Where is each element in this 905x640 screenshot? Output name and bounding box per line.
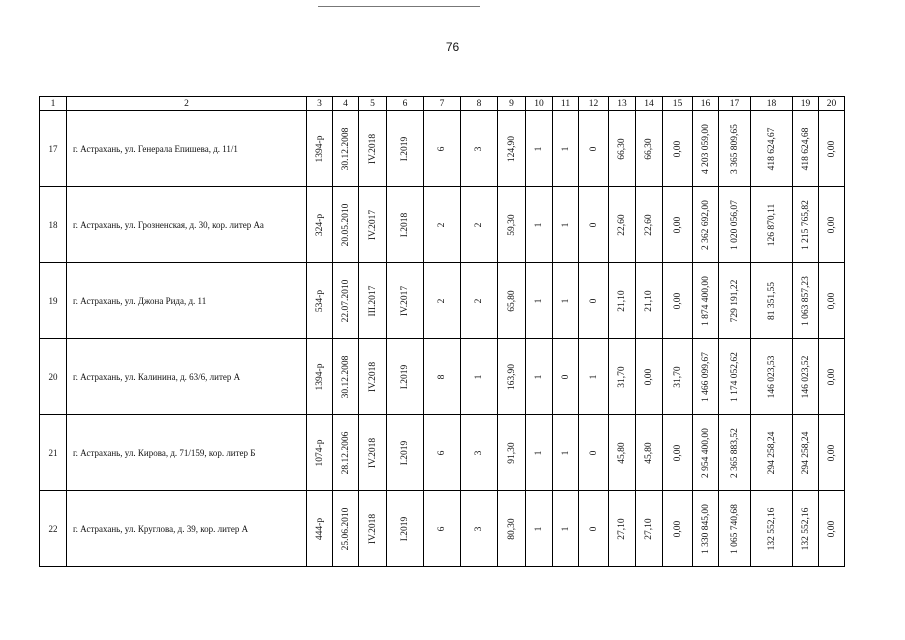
value-cell — [333, 263, 359, 339]
value-cell — [579, 339, 609, 415]
value-cell — [609, 187, 636, 263]
value-cell — [609, 491, 636, 567]
value-cell — [751, 415, 793, 491]
value-cell — [526, 491, 553, 567]
row-number-cell: 19 — [40, 263, 67, 339]
cell-value: 0 — [560, 374, 571, 379]
cell-value: 0,00 — [826, 216, 837, 233]
cell-value: 27,10 — [644, 517, 654, 540]
value-cell — [579, 187, 609, 263]
cell-value: 1 215 765,82 — [800, 199, 811, 250]
cell-value: I.2019 — [400, 440, 410, 465]
value-cell — [553, 339, 579, 415]
cell-value: 22,60 — [617, 213, 627, 236]
cell-value: 1 — [588, 374, 599, 379]
cell-value: I.2018 — [400, 212, 410, 237]
cell-value: 124,90 — [506, 135, 517, 162]
value-cell — [387, 415, 424, 491]
cell-value: 126 870,11 — [766, 203, 777, 246]
address-cell: г. Астрахань, ул. Джона Рида, д. 11 — [67, 263, 307, 339]
value-cell — [693, 491, 719, 567]
column-number-header: 9 — [498, 97, 526, 111]
cell-value: 0,00 — [826, 520, 837, 537]
table-row — [40, 263, 845, 339]
cell-value: 1 065 740,68 — [729, 503, 740, 554]
address-cell: г. Астрахань, ул. Кирова, д. 71/159, кор. литер Б — [67, 415, 307, 491]
value-cell — [526, 415, 553, 491]
cell-value: 0,00 — [672, 140, 683, 157]
row-number-cell: 17 — [40, 111, 67, 187]
cell-value: IV.2018 — [367, 133, 378, 164]
cell-value: 0,00 — [826, 444, 837, 461]
value-cell — [636, 491, 663, 567]
value-cell — [751, 491, 793, 567]
value-cell — [359, 415, 387, 491]
cell-value: 1 — [534, 222, 544, 227]
value-cell — [333, 415, 359, 491]
column-number-header: 14 — [636, 97, 663, 111]
value-cell — [498, 415, 526, 491]
value-cell — [719, 491, 751, 567]
value-cell — [609, 111, 636, 187]
value-cell — [609, 415, 636, 491]
column-number-header: 11 — [553, 97, 579, 111]
cell-value: 132 552,16 — [766, 507, 777, 550]
value-cell — [387, 111, 424, 187]
value-cell — [461, 415, 498, 491]
cell-value: 81 351,55 — [766, 281, 777, 320]
cell-value: 6 — [437, 146, 447, 151]
value-cell — [307, 491, 333, 567]
cell-value: 1 — [534, 146, 544, 151]
value-cell — [636, 187, 663, 263]
cell-value: 1 — [560, 146, 571, 151]
value-cell — [307, 339, 333, 415]
cell-value: 1 874 400,00 — [700, 275, 711, 326]
table-row — [40, 415, 845, 491]
cell-value: 3 — [474, 526, 484, 531]
cell-value: I.2019 — [400, 364, 410, 389]
value-cell — [498, 491, 526, 567]
cell-value: 28.12.2006 — [340, 431, 351, 474]
cell-value: 6 — [437, 526, 447, 531]
value-cell — [387, 491, 424, 567]
cell-value: IV.2017 — [400, 285, 410, 316]
cell-value: 3 365 809,65 — [729, 123, 740, 174]
address-cell: г. Астрахань, ул. Круглова, д. 39, кор. литер А — [67, 491, 307, 567]
cell-value: 80,30 — [506, 517, 517, 540]
cell-value: 1394-р — [314, 363, 325, 390]
cell-value: I.2019 — [400, 516, 410, 541]
value-cell — [719, 111, 751, 187]
cell-value: 1 — [560, 222, 571, 227]
cell-value: 0 — [588, 298, 599, 303]
row-number-cell: 21 — [40, 415, 67, 491]
cell-value: 3 — [474, 146, 484, 151]
column-number-header: 2 — [67, 97, 307, 111]
cell-value: 146 023,52 — [800, 355, 811, 398]
value-cell — [819, 415, 845, 491]
value-cell — [359, 339, 387, 415]
cell-value: 27,10 — [617, 517, 627, 540]
column-number-header: 3 — [307, 97, 333, 111]
cell-value: 65,80 — [506, 289, 517, 312]
value-cell — [579, 491, 609, 567]
value-cell — [819, 491, 845, 567]
value-cell — [526, 187, 553, 263]
cell-value: 1 — [534, 526, 544, 531]
value-cell — [387, 263, 424, 339]
cell-value: 31,70 — [617, 365, 627, 388]
cell-value: 21,10 — [617, 289, 627, 312]
column-number-header: 10 — [526, 97, 553, 111]
value-cell — [498, 187, 526, 263]
value-cell — [751, 339, 793, 415]
cell-value: 1 — [534, 374, 544, 379]
cell-value: 22,60 — [644, 213, 654, 236]
row-number-cell: 18 — [40, 187, 67, 263]
cell-value: 2 954 400,00 — [700, 427, 711, 478]
column-number-header: 7 — [424, 97, 461, 111]
value-cell — [636, 415, 663, 491]
cell-value: 3 — [474, 450, 484, 455]
cell-value: 1 174 052,62 — [729, 351, 740, 402]
cell-value: 1 — [534, 450, 544, 455]
cell-value: 59,30 — [506, 213, 517, 236]
cell-value: 2 362 692,00 — [700, 199, 711, 250]
page-number: 76 — [445, 40, 460, 54]
cell-value: 8 — [437, 374, 447, 379]
value-cell — [609, 339, 636, 415]
data-table — [39, 96, 845, 567]
cell-value: 0 — [588, 450, 599, 455]
row-number-cell: 22 — [40, 491, 67, 567]
value-cell — [819, 263, 845, 339]
value-cell — [663, 111, 693, 187]
column-number-header: 15 — [663, 97, 693, 111]
cell-value: 25.06.2010 — [340, 507, 351, 550]
value-cell — [307, 415, 333, 491]
cell-value: 1 — [560, 450, 571, 455]
value-cell — [553, 111, 579, 187]
column-number-header: 1 — [40, 97, 67, 111]
value-cell — [636, 339, 663, 415]
cell-value: 1 063 857,23 — [800, 275, 811, 326]
value-cell — [579, 415, 609, 491]
column-number-header: 4 — [333, 97, 359, 111]
value-cell — [424, 491, 461, 567]
value-cell — [461, 339, 498, 415]
cell-value: 1394-р — [314, 135, 325, 162]
value-cell — [333, 339, 359, 415]
cell-value: 2 — [437, 298, 447, 303]
cell-value: 1 — [560, 298, 571, 303]
column-number-header: 17 — [719, 97, 751, 111]
cell-value: 30.12.2008 — [340, 127, 351, 170]
cell-value: 31,70 — [672, 365, 683, 388]
value-cell — [663, 187, 693, 263]
value-cell — [424, 187, 461, 263]
cell-value: 418 624,67 — [766, 127, 777, 170]
cell-value: 2 — [474, 222, 484, 227]
value-cell — [307, 111, 333, 187]
table-row — [40, 187, 845, 263]
cell-value: 1 — [534, 298, 544, 303]
cell-value: 21,10 — [644, 289, 654, 312]
value-cell — [663, 491, 693, 567]
cell-value: 0,00 — [644, 368, 654, 385]
value-cell — [719, 339, 751, 415]
cell-value: 729 191,22 — [729, 279, 740, 322]
value-cell — [553, 187, 579, 263]
cell-value: 30.12.2008 — [340, 355, 351, 398]
value-cell — [793, 111, 819, 187]
value-cell — [461, 263, 498, 339]
address-cell: г. Астрахань, ул. Грозненская, д. 30, кор. литер Аа — [67, 187, 307, 263]
cell-value: 0,00 — [672, 292, 683, 309]
cell-value: IV.2018 — [367, 437, 378, 468]
value-cell — [333, 491, 359, 567]
value-cell — [751, 111, 793, 187]
cell-value: 294 258,24 — [800, 431, 811, 474]
cell-value: III.2017 — [367, 285, 378, 316]
value-cell — [424, 339, 461, 415]
cell-value: 0,00 — [672, 520, 683, 537]
cell-value: 146 023,53 — [766, 355, 777, 398]
value-cell — [424, 415, 461, 491]
table-row — [40, 339, 845, 415]
value-cell — [359, 187, 387, 263]
value-cell — [359, 263, 387, 339]
column-number-header: 20 — [819, 97, 845, 111]
value-cell — [307, 263, 333, 339]
value-cell — [424, 111, 461, 187]
value-cell — [359, 491, 387, 567]
value-cell — [636, 263, 663, 339]
value-cell — [333, 187, 359, 263]
value-cell — [498, 339, 526, 415]
cell-value: 324-р — [314, 213, 325, 236]
column-number-header: 8 — [461, 97, 498, 111]
cell-value: 45,80 — [617, 441, 627, 464]
value-cell — [526, 263, 553, 339]
cell-value: 2 — [437, 222, 447, 227]
address-cell: г. Астрахань, ул. Генерала Епишева, д. 11/1 — [67, 111, 307, 187]
column-number-header: 16 — [693, 97, 719, 111]
column-number-header: 12 — [579, 97, 609, 111]
value-cell — [693, 415, 719, 491]
cell-value: 132 552,16 — [800, 507, 811, 550]
cell-value: 0 — [588, 526, 599, 531]
value-cell — [636, 111, 663, 187]
value-cell — [693, 187, 719, 263]
column-number-header: 5 — [359, 97, 387, 111]
value-cell — [719, 187, 751, 263]
cell-value: 1074-р — [314, 439, 325, 466]
value-cell — [819, 187, 845, 263]
value-cell — [819, 339, 845, 415]
cell-value: IV.2017 — [367, 209, 378, 240]
value-cell — [387, 187, 424, 263]
value-cell — [498, 111, 526, 187]
cell-value: IV.2018 — [367, 361, 378, 392]
cell-value: 0,00 — [672, 216, 683, 233]
value-cell — [387, 339, 424, 415]
column-number-header: 18 — [751, 97, 793, 111]
value-cell — [609, 263, 636, 339]
cell-value: 1 330 845,00 — [700, 503, 711, 554]
value-cell — [553, 491, 579, 567]
value-cell — [793, 415, 819, 491]
value-cell — [793, 263, 819, 339]
cell-value: 163,90 — [506, 363, 517, 390]
value-cell — [307, 187, 333, 263]
cell-value: IV.2018 — [367, 513, 378, 544]
cell-value: 1 — [474, 374, 484, 379]
value-cell — [719, 415, 751, 491]
cell-value: 0 — [588, 222, 599, 227]
table-row — [40, 491, 845, 567]
cell-value: 0,00 — [826, 368, 837, 385]
cell-value: 2 365 883,52 — [729, 427, 740, 478]
value-cell — [751, 187, 793, 263]
column-number-header: 13 — [609, 97, 636, 111]
column-number-header: 19 — [793, 97, 819, 111]
value-cell — [498, 263, 526, 339]
value-cell — [461, 187, 498, 263]
value-cell — [579, 111, 609, 187]
cell-value: 20.05.2010 — [340, 203, 351, 246]
cell-value: 0 — [588, 146, 599, 151]
cell-value: 66,30 — [644, 137, 654, 160]
header-row — [40, 97, 845, 111]
value-cell — [663, 415, 693, 491]
cell-value: 6 — [437, 450, 447, 455]
column-number-header: 6 — [387, 97, 424, 111]
cell-value: I.2019 — [400, 136, 410, 161]
value-cell — [461, 111, 498, 187]
cell-value: 91,30 — [506, 441, 517, 464]
cell-value: 1 — [560, 526, 571, 531]
value-cell — [663, 339, 693, 415]
value-cell — [359, 111, 387, 187]
value-cell — [719, 263, 751, 339]
cell-value: 1 466 099,67 — [700, 351, 711, 402]
cell-value: 4 203 059,00 — [700, 123, 711, 174]
value-cell — [461, 491, 498, 567]
cell-value: 0,00 — [826, 292, 837, 309]
cell-value: 0,00 — [826, 140, 837, 157]
cell-value: 22.07.2010 — [340, 279, 351, 322]
value-cell — [793, 491, 819, 567]
table-row — [40, 111, 845, 187]
value-cell — [693, 339, 719, 415]
cell-value: 418 624,68 — [800, 127, 811, 170]
value-cell — [526, 339, 553, 415]
value-cell — [663, 263, 693, 339]
value-cell — [793, 187, 819, 263]
value-cell — [553, 415, 579, 491]
value-cell — [793, 339, 819, 415]
value-cell — [819, 111, 845, 187]
cell-value: 66,30 — [617, 137, 627, 160]
cell-value: 1 020 056,07 — [729, 199, 740, 250]
cell-value: 444-р — [314, 517, 325, 540]
cell-value: 534-р — [314, 289, 325, 312]
row-number-cell: 20 — [40, 339, 67, 415]
value-cell — [424, 263, 461, 339]
cell-value: 0,00 — [672, 444, 683, 461]
value-cell — [526, 111, 553, 187]
value-cell — [751, 263, 793, 339]
cell-value: 294 258,24 — [766, 431, 777, 474]
top-rule — [318, 6, 480, 7]
value-cell — [693, 111, 719, 187]
cell-value: 45,80 — [644, 441, 654, 464]
value-cell — [553, 263, 579, 339]
value-cell — [693, 263, 719, 339]
value-cell — [579, 263, 609, 339]
cell-value: 2 — [474, 298, 484, 303]
value-cell — [333, 111, 359, 187]
address-cell: г. Астрахань, ул. Калинина, д. 63/6, литер А — [67, 339, 307, 415]
